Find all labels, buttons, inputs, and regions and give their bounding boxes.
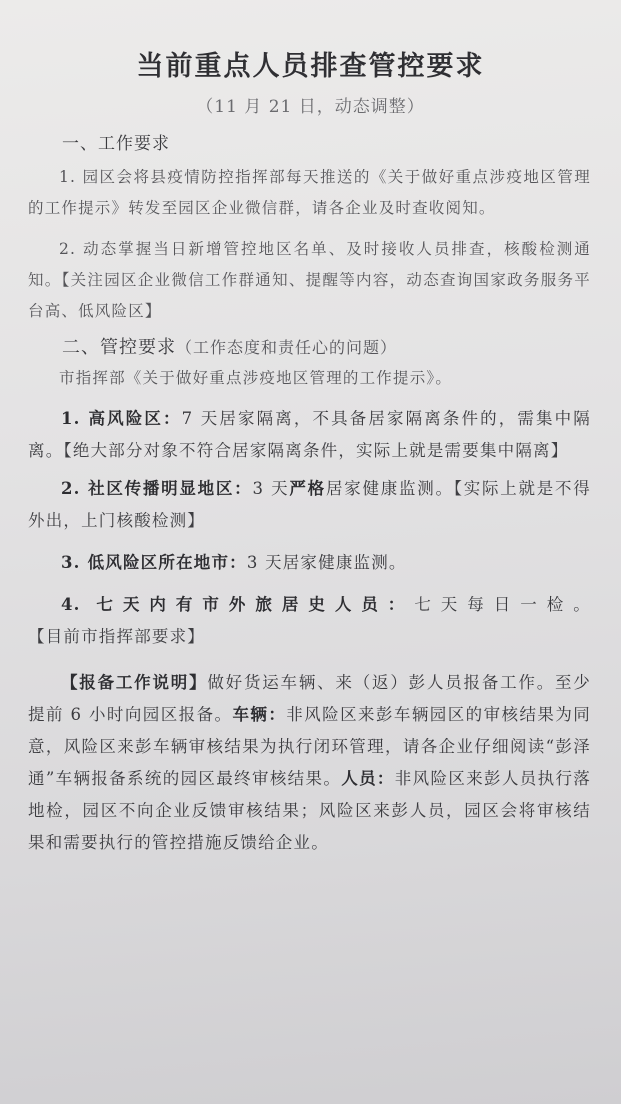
person-label: 人员：	[341, 769, 395, 788]
control-item-community-spread	[28, 473, 591, 537]
vehicle-text: 非风险区来彭车辆园区的审核结果为同意，风险区来彭车辆审核结果为执行闭环管理，请各企业仔细阅读“彭泽通”车辆报备系统的园区最终审核结果。	[28, 705, 591, 788]
control-item-note: 【实际上就是不得外出，上门核酸检测】	[28, 479, 592, 530]
control-item-label: 3. 低风险区所在地市：	[61, 553, 247, 572]
report-label: 【报备工作说明】	[61, 673, 208, 692]
section-2-heading	[28, 333, 591, 363]
control-item-emphasis: 严格	[289, 479, 326, 498]
control-item-text: 七天每日一检。	[414, 595, 591, 614]
control-item-text: 3 天	[252, 479, 290, 498]
control-item-high-risk	[28, 403, 591, 467]
control-item-note: 【绝大部分对象不符合居家隔离条件，实际上就是需要集中隔离】	[63, 441, 569, 460]
control-item-text: 居家健康监测。	[325, 479, 454, 498]
document-subtitle: （11 月 21 日，动态调整）	[196, 97, 425, 117]
report-instructions	[28, 667, 591, 859]
section-1-heading: 一、工作要求	[62, 134, 170, 154]
document-body	[28, 132, 591, 859]
section-2-intro: 市指挥部《关于做好重点涉疫地区管理的工作提示》。	[59, 369, 453, 387]
control-item-note: 【目前市指挥部要求】	[28, 627, 205, 646]
document-title: 当前重点人员排查管控要求	[136, 51, 485, 82]
section-1-item-1: 1. 园区会将县疫情防控指挥部每天推送的《关于做好重点涉疫地区管理的工作提示》转发至园区企业微信群，请各企业及时查收阅知。	[28, 168, 591, 217]
section-2-heading-note: （工作态度和责任心的问题）	[176, 338, 398, 357]
control-item-text: 3 天居家健康监测。	[246, 553, 407, 572]
section-2-heading-text: 二、管控要求	[62, 337, 176, 358]
control-item-label: 1. 高风险区：	[61, 409, 182, 428]
control-item-text: 7 天居家隔离，不具备居家隔离条件的，需集中隔离。	[28, 409, 592, 460]
control-item-label: 2. 社区传播明显地区：	[61, 479, 253, 498]
control-item-travel-history	[28, 589, 591, 653]
control-item-low-risk	[28, 547, 591, 579]
vehicle-label: 车辆：	[232, 705, 287, 724]
section-1-item-2: 2. 动态掌握当日新增管控地区名单、及时接收人员排查，核酸检测通知。【关注园区企业微信工作群通知、提醒等内容，动态查询国家政务服务平台高、低风险区】	[28, 240, 591, 320]
person-text: 非风险区来彭人员执行落地检，园区不向企业反馈审核结果；风险区来彭人员，园区会将审核结果和需要执行的管控措施反馈给企业。	[28, 769, 591, 852]
control-item-label: 4. 七天内有市外旅居史人员：	[61, 595, 415, 614]
report-text: 做好货运车辆、来（返）彭人员报备工作。至少提前 6 小时向园区报备。	[28, 673, 591, 724]
